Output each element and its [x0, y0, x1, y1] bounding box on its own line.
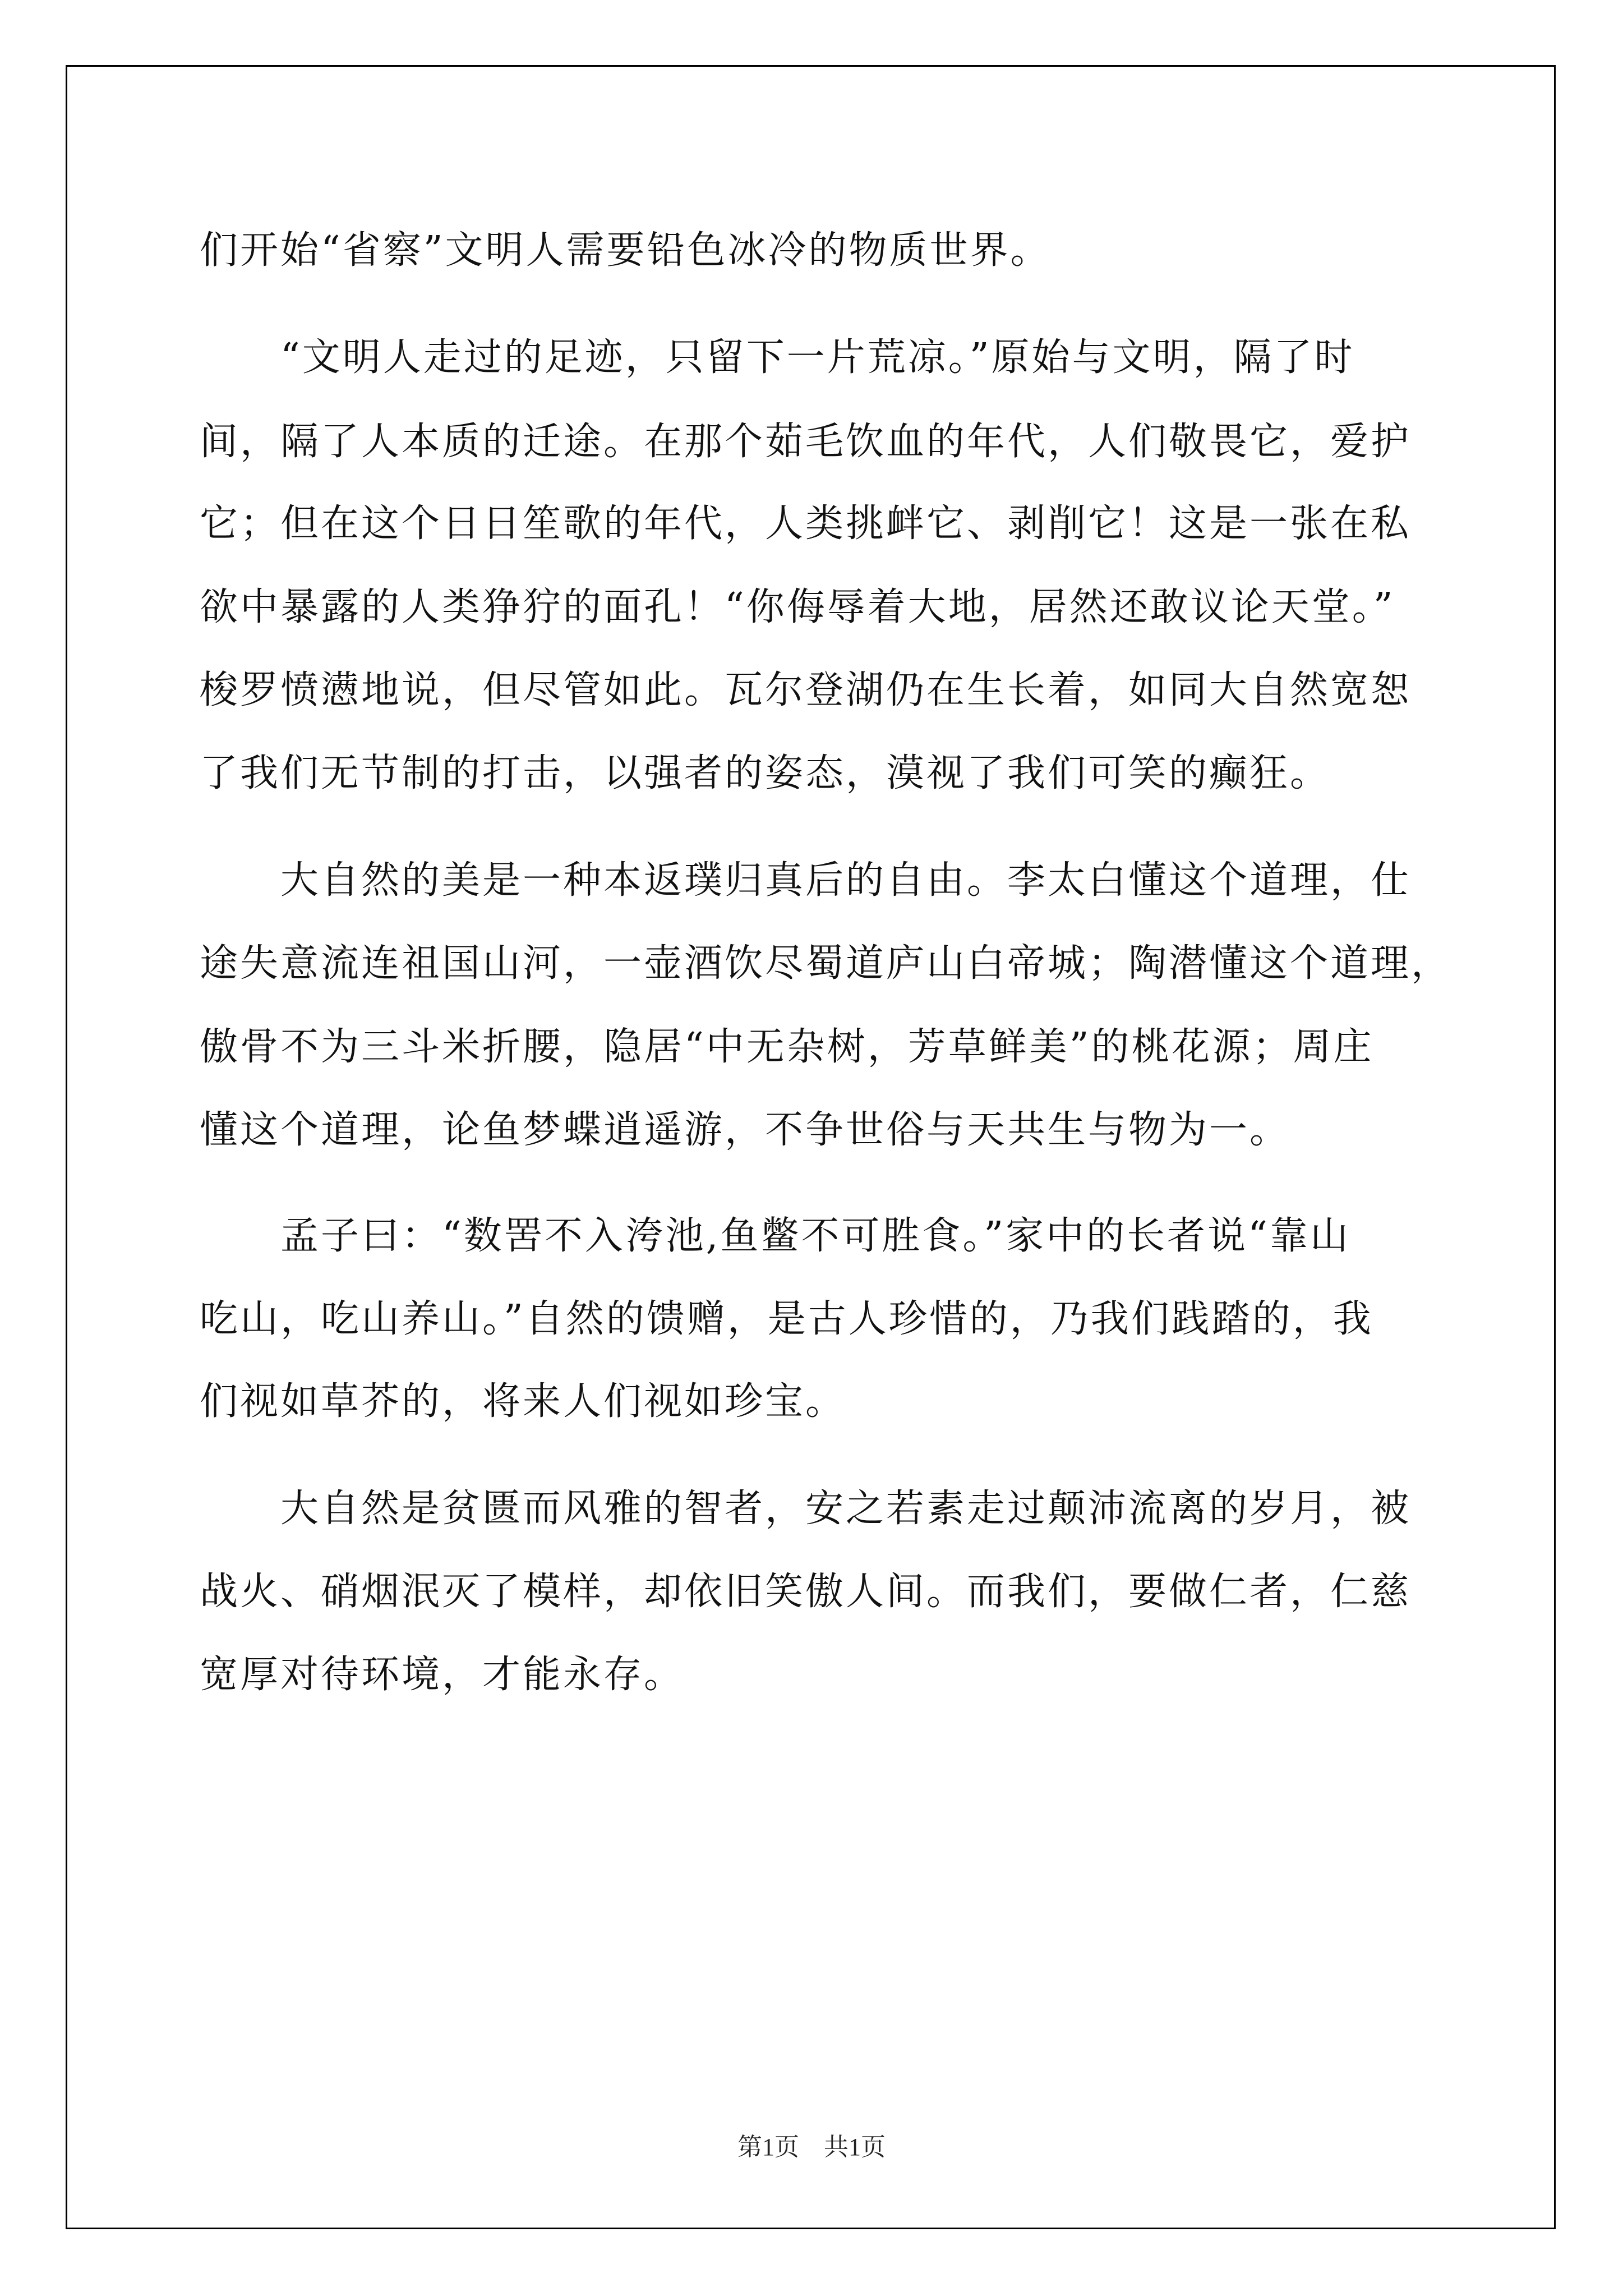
text-line: “文明人走过的足迹，只留下一片荒凉。”原始与文明，隔了时: [280, 335, 1355, 380]
text-line: 途失意流连祖国山河，一壶酒饮尽蜀道庐山白帝城；陶潜懂这个道理，: [200, 941, 1452, 986]
text-line: 大自然是贫匮而风雅的智者，安之若素走过颠沛流离的岁月，被: [280, 1487, 1412, 1531]
text-line: 战火、硝烟泯灭了模样，却依旧笑傲人间。而我们，要做仁者，仁慈: [200, 1570, 1412, 1614]
text-line: 间，隔了人本质的迁途。在那个茹毛饮血的年代，人们敬畏它，爱护: [200, 420, 1412, 464]
page-footer: 第1页 共1页: [737, 2133, 886, 2161]
text-line: 梭罗愤懑地说，但尽管如此。瓦尔登湖仍在生长着，如同大自然宽恕: [200, 668, 1412, 712]
text-line: 傲骨不为三斗米折腰，隐居“中无杂树，芳草鲜美”的桃花源；周庄: [200, 1025, 1374, 1069]
text-line: 们开始“省察”文明人需要铅色冰冷的物质世界。: [200, 228, 1051, 273]
text-line: 欲中暴露的人类狰狞的面孔！“你侮辱着大地，居然还敢议论天堂。”: [200, 585, 1395, 629]
text-line: 了我们无节制的打击，以强者的姿态，漠视了我们可笑的癫狂。: [200, 751, 1331, 795]
text-line: 孟子曰：“数罟不入洿池,鱼鳖不可胜食。”家中的长者说“靠山: [280, 1214, 1350, 1258]
text-line: 它；但在这个日日笙歌的年代，人类挑衅它、剥削它！这是一张在私: [200, 501, 1412, 546]
text-line: 吃山，吃山养山。”自然的馈赠，是古人珍惜的，乃我们践踏的，我: [200, 1297, 1373, 1341]
text-line: 宽厚对待环境，才能永存。: [200, 1653, 685, 1697]
text-line: 们视如草芥的，将来人们视如珍宝。: [200, 1379, 846, 1424]
text-line: 懂这个道理，论鱼梦蝶逍遥游，不争世俗与天共生与物为一。: [200, 1108, 1290, 1152]
text-line: 大自然的美是一种本返璞归真后的自由。李太白懂这个道理，仕: [280, 858, 1412, 903]
